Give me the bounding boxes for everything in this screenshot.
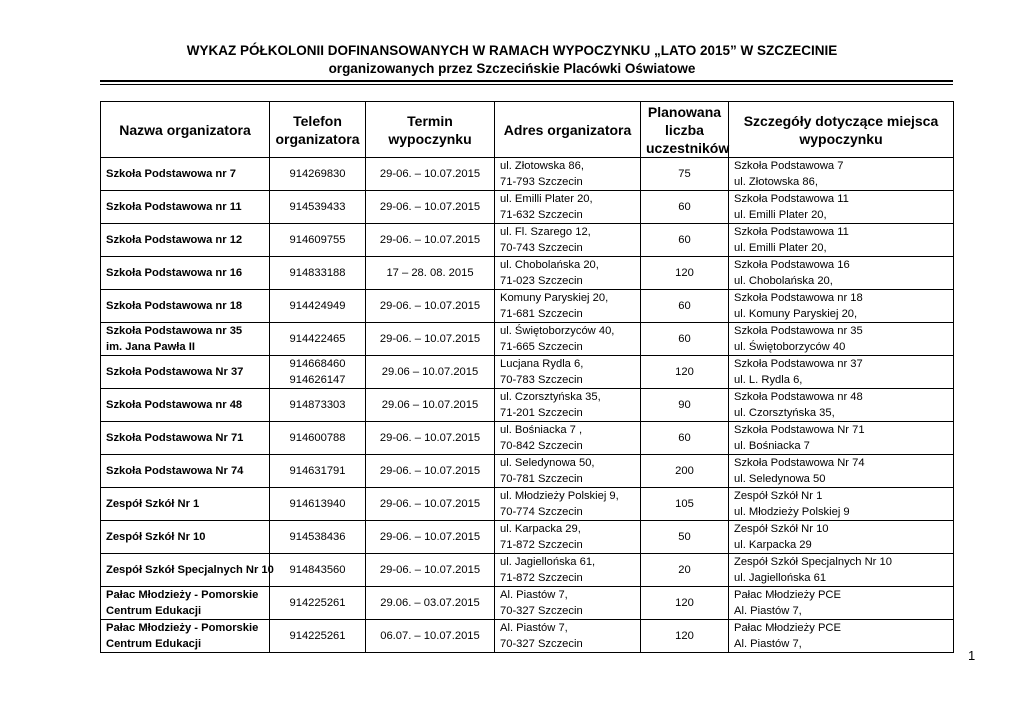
participant-count: 120: [675, 366, 694, 378]
organizer-address: 71-872 Szczecin: [500, 572, 583, 584]
term-cell: [366, 224, 495, 257]
organizer-address: 70-783 Szczecin: [500, 374, 583, 386]
organizer-phone: 914269830: [289, 168, 346, 180]
organizer-name-cell: [101, 620, 270, 653]
organizer-phone: 914833188: [289, 267, 346, 279]
organizer-address: 71-023 Szczecin: [500, 275, 583, 287]
participant-count: 60: [678, 300, 691, 312]
term: 06.07. – 10.07.2015: [380, 630, 480, 642]
participant-count-cell: [641, 257, 729, 290]
organizer-phone-cell: [270, 620, 366, 653]
term-cell: [366, 323, 495, 356]
location-details: ul. Świętoborzyców 40: [734, 341, 846, 353]
term: 29-06. – 10.07.2015: [379, 564, 481, 576]
table-row: [101, 389, 954, 422]
organizer-address: 71-681 Szczecin: [500, 308, 583, 320]
location-details-cell: [729, 290, 954, 323]
organizer-address: 71-632 Szczecin: [500, 209, 583, 221]
participant-count: 200: [675, 465, 694, 477]
organizer-address: ul. Karpacka 29,: [500, 523, 581, 535]
location-details: Szkoła Podstawowa 16: [734, 259, 850, 271]
organizer-name: Centrum Edukacji: [106, 605, 202, 617]
location-details-cell: [729, 389, 954, 422]
organizer-address: ul. Fl. Szarego 12,: [500, 226, 591, 238]
organizer-phone: 914668460: [289, 358, 346, 370]
participant-count: 120: [675, 597, 694, 609]
location-details-cell: [729, 422, 954, 455]
organizer-name-cell: [101, 389, 270, 422]
organizer-address: 71-872 Szczecin: [500, 539, 583, 551]
organizer-name-cell: [101, 323, 270, 356]
term: 29-06. – 10.07.2015: [379, 234, 481, 246]
location-details: Szkoła Podstawowa Nr 74: [734, 457, 865, 469]
location-details: Szkoła Podstawowa nr 18: [734, 292, 863, 304]
term-cell: [366, 290, 495, 323]
location-details: Szkoła Podstawowa Nr 71: [734, 424, 865, 436]
organizer-address-cell: [495, 191, 641, 224]
organizer-address-cell: [495, 290, 641, 323]
location-details-cell: [729, 224, 954, 257]
location-details-cell: [729, 158, 954, 191]
organizer-name-cell: [101, 422, 270, 455]
organizer-name: Pałac Młodzieży - Pomorskie: [106, 589, 259, 601]
participant-count-cell: [641, 620, 729, 653]
organizer-address: Al. Piastów 7,: [500, 589, 568, 601]
organizer-phone: 914424949: [289, 300, 346, 312]
participant-count: 120: [675, 630, 694, 642]
table-row: [101, 587, 954, 620]
participant-count: 20: [678, 564, 691, 576]
organizer-name-cell: [101, 356, 270, 389]
term: 17 – 28. 08. 2015: [386, 267, 474, 279]
participant-count: 90: [678, 399, 691, 411]
location-details: Szkoła Podstawowa 11: [734, 226, 849, 238]
term-cell: [366, 488, 495, 521]
organizer-name-cell: [101, 587, 270, 620]
organizer-name: Centrum Edukacji: [106, 638, 202, 650]
organizer-phone-cell: [270, 554, 366, 587]
organizer-address: ul. Młodzieży Polskiej 9,: [500, 490, 619, 502]
term: 29-06. – 10.07.2015: [379, 498, 481, 510]
location-details: Zespół Szkół Nr 10: [734, 523, 829, 535]
organizer-address: ul. Czorsztyńska 35,: [500, 391, 601, 403]
table-row: [101, 191, 954, 224]
organizer-name: Pałac Młodzieży - Pomorskie: [106, 622, 259, 634]
header-rule-thin: [100, 84, 953, 85]
organizer-address: Al. Piastów 7,: [500, 622, 568, 634]
term-cell: [366, 356, 495, 389]
participant-count-cell: [641, 191, 729, 224]
location-details: ul. Jagiellońska 61: [734, 572, 827, 584]
organizer-name-cell: [101, 455, 270, 488]
term: 29.06 – 10.07.2015: [381, 399, 479, 411]
organizer-address: ul. Jagiellońska 61,: [500, 556, 596, 568]
organizer-address-cell: [495, 389, 641, 422]
organizer-name: Szkoła Podstawowa nr 16: [106, 267, 243, 279]
organizer-name-cell: [101, 158, 270, 191]
term: 29-06. – 10.07.2015: [379, 201, 481, 213]
participant-count-cell: [641, 158, 729, 191]
organizer-name: Zespół Szkół Nr 1: [106, 498, 200, 510]
organizer-address: Lucjana Rydla 6,: [500, 358, 584, 370]
organizer-address: ul. Chobolańska 20,: [500, 259, 599, 271]
term: 29-06. – 10.07.2015: [379, 333, 481, 345]
participant-count: 60: [678, 432, 691, 444]
organizer-name: Szkoła Podstawowa Nr 74: [106, 465, 244, 477]
location-details: Pałac Młodzieży PCE: [734, 622, 841, 634]
page-number: 1: [968, 648, 976, 663]
table-row: [101, 257, 954, 290]
location-details: Zespół Szkół Specjalnych Nr 10: [734, 556, 892, 568]
location-details: Zespół Szkół Nr 1: [734, 490, 823, 502]
organizer-phone-cell: [270, 455, 366, 488]
organizer-phone-cell: [270, 158, 366, 191]
term: 29-06. – 10.07.2015: [379, 432, 481, 444]
location-details: ul. Emilli Plater 20,: [734, 209, 827, 221]
location-details-cell: [729, 323, 954, 356]
organizer-address: 70-781 Szczecin: [500, 473, 583, 485]
organizer-name: Szkoła Podstawowa Nr 37: [106, 366, 244, 378]
table-row: [101, 290, 954, 323]
participant-count: 105: [675, 498, 694, 510]
term: 29.06. – 03.07.2015: [380, 597, 480, 609]
organizer-phone-cell: [270, 521, 366, 554]
organizer-address: Komuny Paryskiej 20,: [500, 292, 609, 304]
participant-count: 50: [678, 531, 691, 543]
table-row: [101, 323, 954, 356]
participant-count-cell: [641, 290, 729, 323]
location-details: Szkoła Podstawowa nr 37: [734, 358, 863, 370]
participant-count: 75: [678, 168, 691, 180]
col-header-name: Nazwa organizatora: [101, 102, 270, 158]
organizer-address-cell: [495, 620, 641, 653]
organizer-phone-cell: [270, 323, 366, 356]
organizer-name: Szkoła Podstawowa nr 11: [106, 201, 242, 213]
organizer-phone: 914538436: [289, 531, 346, 543]
table-row: [101, 620, 954, 653]
organizer-phone-cell: [270, 257, 366, 290]
participant-count-cell: [641, 323, 729, 356]
organizer-phone-cell: [270, 587, 366, 620]
table-row: [101, 488, 954, 521]
participant-count-cell: [641, 587, 729, 620]
organizer-address: 70-327 Szczecin: [500, 605, 583, 617]
location-details: ul. Karpacka 29: [734, 539, 812, 551]
organizer-name-cell: [101, 191, 270, 224]
organizer-phone: 914631791: [289, 465, 346, 477]
organizer-address-cell: [495, 587, 641, 620]
location-details: ul. Komuny Paryskiej 20,: [734, 308, 858, 320]
location-details-cell: [729, 257, 954, 290]
organizer-address-cell: [495, 422, 641, 455]
organizer-address-cell: [495, 455, 641, 488]
location-details-cell: [729, 620, 954, 653]
location-details-cell: [729, 191, 954, 224]
organizer-address: ul. Emilli Plater 20,: [500, 193, 593, 205]
organizer-name: Szkoła Podstawowa nr 48: [106, 399, 243, 411]
organizer-name: Szkoła Podstawowa nr 18: [106, 300, 243, 312]
participant-count: 60: [678, 234, 691, 246]
organizer-name: Zespół Szkół Nr 10: [106, 531, 206, 543]
col-header-count: Planowana liczba uczestników: [641, 102, 729, 158]
table-header-row: [101, 102, 954, 158]
term: 29-06. – 10.07.2015: [379, 168, 481, 180]
table-row: [101, 224, 954, 257]
organizer-name: Szkoła Podstawowa Nr 71: [106, 432, 244, 444]
term-cell: [366, 521, 495, 554]
organizer-phone: 914225261: [289, 630, 346, 642]
organizer-name-cell: [101, 521, 270, 554]
organizer-phone: 914626147: [289, 374, 346, 386]
term-cell: [366, 554, 495, 587]
participant-count: 60: [678, 333, 691, 345]
document-title: [0, 42, 1024, 78]
organizer-phone: 914225261: [289, 597, 346, 609]
table-row: [101, 356, 954, 389]
location-details-cell: [729, 455, 954, 488]
participant-count-cell: [641, 356, 729, 389]
organizer-address: ul. Świętoborzyców 40,: [500, 325, 615, 337]
term-cell: [366, 455, 495, 488]
organizer-phone-cell: [270, 191, 366, 224]
organizer-phone-cell: [270, 488, 366, 521]
location-details: ul. Bośniacka 7: [734, 440, 810, 452]
location-details: Szkoła Podstawowa 11: [734, 193, 849, 205]
organizer-address: ul. Bośniacka 7 ,: [500, 424, 583, 436]
organizer-name: Szkoła Podstawowa nr 35: [106, 325, 243, 337]
term-cell: [366, 389, 495, 422]
location-details-cell: [729, 587, 954, 620]
header-rule-thick: [100, 80, 953, 82]
col-header-details: Szczegóły dotyczące miejsca wypoczynku: [729, 102, 954, 158]
location-details: Al. Piastów 7,: [734, 605, 802, 617]
term: 29-06. – 10.07.2015: [379, 300, 481, 312]
participant-count: 60: [678, 201, 691, 213]
organizer-name-cell: [101, 290, 270, 323]
organizer-address-cell: [495, 257, 641, 290]
organizer-address-cell: [495, 488, 641, 521]
location-details: Szkoła Podstawowa 7: [734, 160, 844, 172]
location-details: ul. Młodzieży Polskiej 9: [734, 506, 850, 518]
term: 29-06. – 10.07.2015: [379, 531, 481, 543]
organizer-phone: 914600788: [289, 432, 346, 444]
location-details-cell: [729, 554, 954, 587]
term: 29.06 – 10.07.2015: [381, 366, 479, 378]
term-cell: [366, 422, 495, 455]
table-row: [101, 422, 954, 455]
participant-count-cell: [641, 389, 729, 422]
location-details: ul. Seledynowa 50: [734, 473, 826, 485]
title-line: WYKAZ PÓŁKOLONII DOFINANSOWANYCH W RAMACH WYPOCZYNKU „LATO 2015” W SZCZECINIE: [186, 43, 838, 58]
location-details-cell: [729, 356, 954, 389]
term-cell: [366, 587, 495, 620]
location-details: Pałac Młodzieży PCE: [734, 589, 841, 601]
organizer-phone: 914422465: [289, 333, 346, 345]
term-cell: [366, 191, 495, 224]
table-row: [101, 554, 954, 587]
organizer-address-cell: [495, 224, 641, 257]
table-row: [101, 455, 954, 488]
organizer-phone: 914873303: [289, 399, 346, 411]
col-header-address: Adres organizatora: [495, 102, 641, 158]
participant-count-cell: [641, 422, 729, 455]
organizer-phone: 914613940: [289, 498, 346, 510]
organizer-phone-cell: [270, 290, 366, 323]
location-details: ul. Emilli Plater 20,: [734, 242, 827, 254]
organizer-address: 70-743 Szczecin: [500, 242, 583, 254]
participant-count-cell: [641, 521, 729, 554]
participant-count-cell: [641, 224, 729, 257]
participant-count-cell: [641, 488, 729, 521]
location-details: Al. Piastów 7,: [734, 638, 802, 650]
organizer-name-cell: [101, 257, 270, 290]
organizer-address: ul. Złotowska 86,: [500, 160, 584, 172]
organizer-address-cell: [495, 521, 641, 554]
organizer-address: 70-774 Szczecin: [500, 506, 583, 518]
organizer-phone: 914843560: [289, 564, 346, 576]
subtitle-line: organizowanych przez Szczecińskie Placówki Oświatowe: [328, 61, 696, 76]
organizer-name-cell: [101, 554, 274, 587]
organizer-address: ul. Seledynowa 50,: [500, 457, 595, 469]
organizer-address-cell: [495, 158, 641, 191]
organizer-address: 70-327 Szczecin: [500, 638, 583, 650]
organizers-table: [100, 101, 954, 653]
term-cell: [366, 158, 495, 191]
participant-count-cell: [641, 554, 729, 587]
location-details: ul. Chobolańska 20,: [734, 275, 833, 287]
location-details: ul. Złotowska 86,: [734, 176, 818, 188]
term: 29-06. – 10.07.2015: [379, 465, 481, 477]
organizer-phone-cell: [270, 356, 366, 389]
organizer-name-cell: [101, 488, 270, 521]
organizer-address-cell: [495, 554, 641, 587]
organizer-name-cell: [101, 224, 270, 257]
location-details-cell: [729, 521, 954, 554]
col-header-phone: Telefon organizatora: [270, 102, 366, 158]
organizer-address: 71-665 Szczecin: [500, 341, 583, 353]
organizer-phone: 914539433: [289, 201, 346, 213]
organizer-name: Szkoła Podstawowa nr 7: [106, 168, 236, 180]
table-row: [101, 158, 954, 191]
term-cell: [366, 620, 495, 653]
organizer-name: im. Jana Pawła II: [106, 341, 195, 353]
organizer-name: Zespół Szkół Specjalnych Nr 10: [106, 564, 274, 576]
col-header-term: Termin wypoczynku: [366, 102, 495, 158]
location-details-cell: [729, 488, 954, 521]
participant-count-cell: [641, 455, 729, 488]
location-details: Szkoła Podstawowa nr 48: [734, 391, 863, 403]
location-details: ul. L. Rydla 6,: [734, 374, 803, 386]
term-cell: [366, 257, 495, 290]
organizer-phone-cell: [270, 422, 366, 455]
organizer-address-cell: [495, 323, 641, 356]
organizer-address: 71-793 Szczecin: [500, 176, 583, 188]
organizer-address-cell: [495, 356, 641, 389]
participant-count: 120: [675, 267, 694, 279]
table-row: [101, 521, 954, 554]
organizer-phone: 914609755: [289, 234, 346, 246]
organizer-address: 70-842 Szczecin: [500, 440, 583, 452]
organizer-phone-cell: [270, 224, 366, 257]
organizer-name: Szkoła Podstawowa nr 12: [106, 234, 243, 246]
location-details: ul. Czorsztyńska 35,: [734, 407, 835, 419]
organizer-address: 71-201 Szczecin: [500, 407, 583, 419]
location-details: Szkoła Podstawowa nr 35: [734, 325, 863, 337]
organizer-phone-cell: [270, 389, 366, 422]
